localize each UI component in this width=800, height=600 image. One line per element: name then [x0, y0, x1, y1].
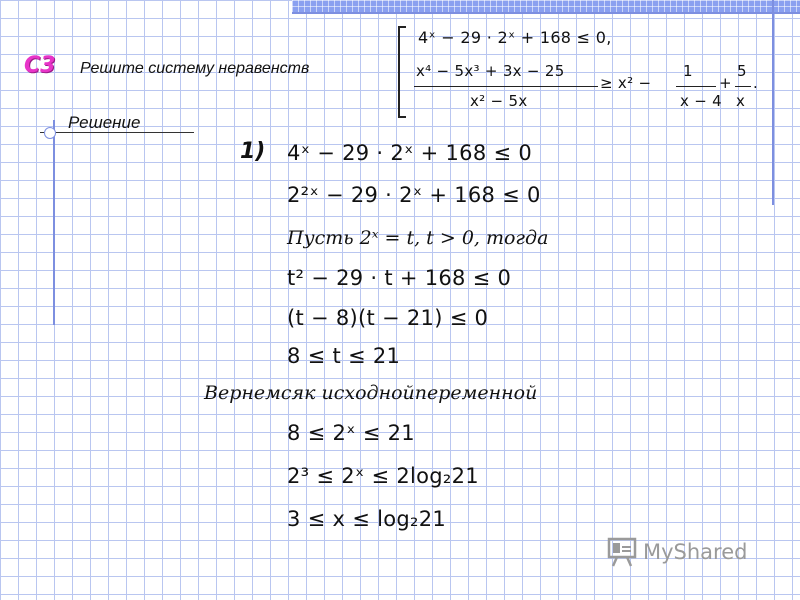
fraction2-numerator: 1: [683, 62, 693, 80]
task-id: С3: [24, 53, 56, 78]
step-line-4: t² − 29 · t + 168 ≤ 0: [287, 266, 512, 290]
presentation-board-icon: [607, 537, 639, 567]
step-number: 1): [240, 139, 266, 164]
step-line-3: Пусть 2ˣ = t, t > 0, тогда: [287, 227, 549, 249]
step-line-7: Вернемсяк исходнойпеременной: [204, 382, 538, 404]
step-line-1: 4ˣ − 29 · 2ˣ + 168 ≤ 0: [287, 141, 532, 165]
fraction2-bar: [676, 86, 716, 87]
step-line-6: 8 ≤ t ≤ 21: [287, 344, 401, 368]
system-brace: [398, 26, 406, 118]
logo-text: MyShared: [643, 540, 748, 564]
fraction3-numerator: 5: [737, 62, 747, 80]
system-fraction-numerator: x⁴ − 5x³ + 3x − 25: [416, 62, 565, 80]
fraction2-denominator: x − 4: [680, 92, 723, 110]
system-fraction-denominator: x² − 5x: [470, 92, 528, 110]
system-line-2-middle: ≥ x² −: [600, 74, 652, 92]
top-decorative-bar: [292, 0, 800, 12]
solution-underline: [40, 132, 194, 133]
task-statement: Решите систему неравенств: [80, 60, 310, 77]
left-margin-line: [53, 120, 55, 325]
system-plus-sign: +: [719, 74, 732, 92]
myshared-logo: [607, 537, 747, 567]
right-margin-line: [772, 0, 774, 205]
step-line-9: 2³ ≤ 2ˣ ≤ 2log₂21: [287, 464, 479, 488]
system-line-1: 4ˣ − 29 · 2ˣ + 168 ≤ 0,: [418, 28, 612, 47]
step-line-8: 8 ≤ 2ˣ ≤ 21: [287, 421, 415, 445]
top-divider-line: [292, 12, 800, 14]
step-line-5: (t − 8)(t − 21) ≤ 0: [287, 306, 489, 330]
fraction3-denominator: x: [736, 92, 746, 110]
step-line-2: 2²ˣ − 29 · 2ˣ + 168 ≤ 0: [287, 183, 541, 207]
system-end-dot: .: [753, 74, 759, 92]
fraction-bar: [414, 86, 598, 87]
bullet-circle: [44, 127, 56, 139]
fraction3-bar: [735, 86, 751, 87]
solution-heading: Решение: [68, 113, 141, 132]
step-line-10: 3 ≤ x ≤ log₂21: [287, 507, 447, 531]
